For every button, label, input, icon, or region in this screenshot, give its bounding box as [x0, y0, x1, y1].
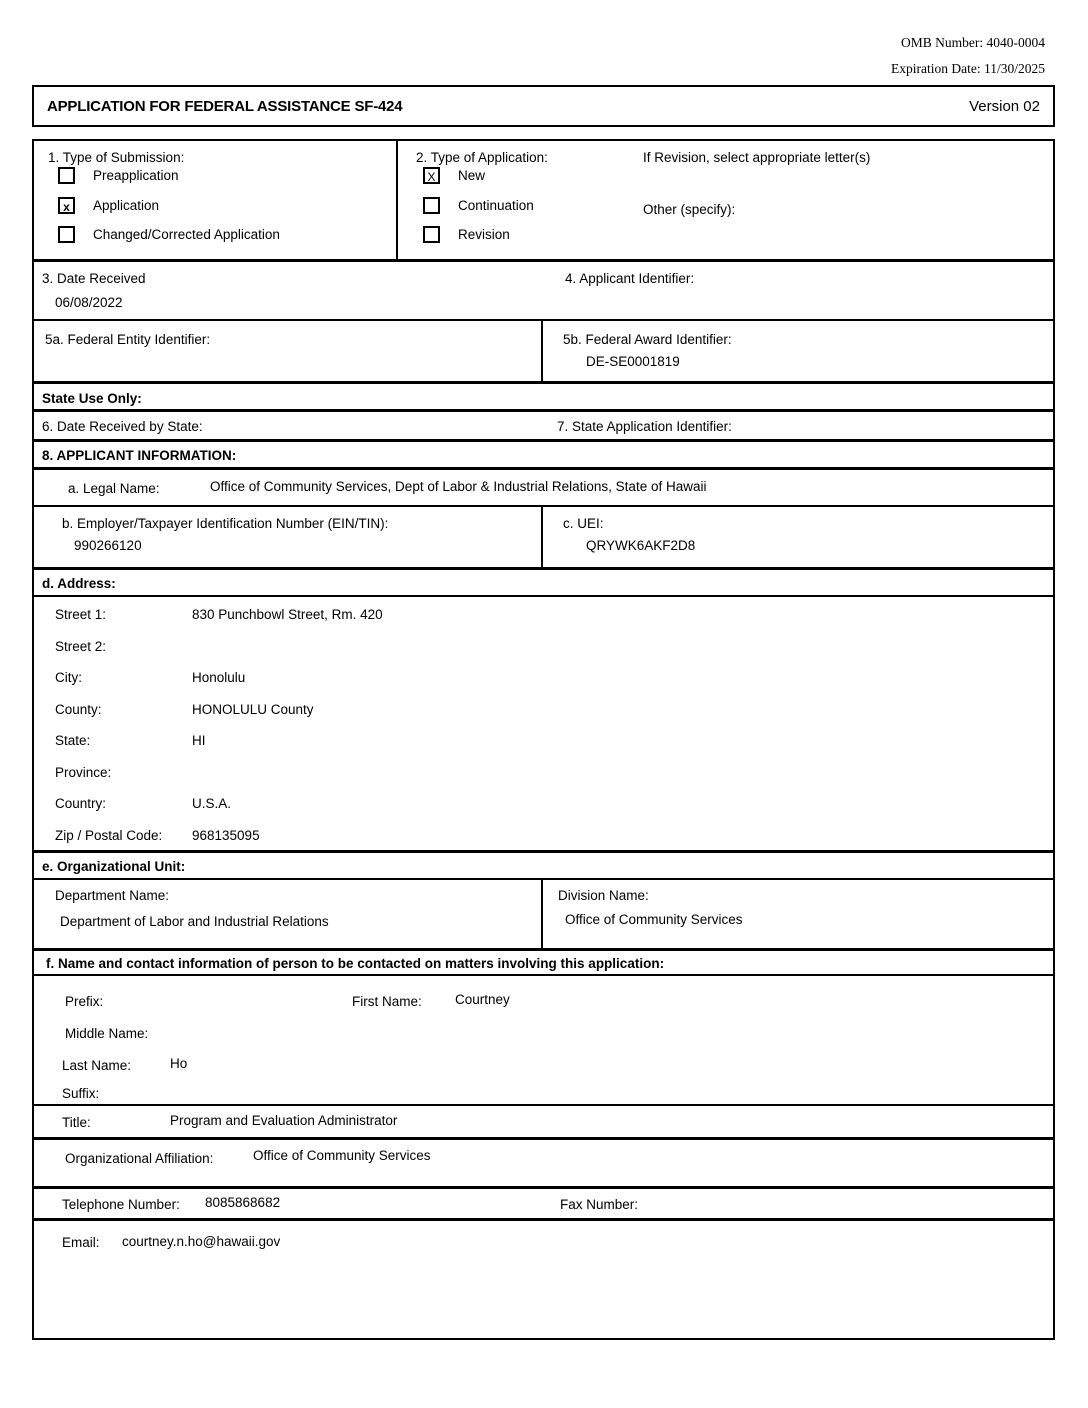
last-name-value[interactable]: Ho — [170, 1056, 188, 1071]
revision-hint-label: If Revision, select appropriate letter(s) — [643, 150, 871, 165]
row-applicant-information-header — [34, 439, 1053, 467]
row-telephone-fax — [34, 1186, 1053, 1218]
zip-label: Zip / Postal Code: — [55, 827, 163, 843]
country-label: Country: — [55, 796, 107, 812]
row-organizational-affiliation — [34, 1137, 1053, 1186]
first-name-label: First Name: — [352, 994, 422, 1009]
address-row-street2 — [34, 631, 1053, 663]
changed-corrected-label: Changed/Corrected Application — [93, 227, 280, 242]
form-title: APPLICATION FOR FEDERAL ASSISTANCE SF-424 — [47, 97, 403, 115]
form-header — [32, 85, 1055, 127]
application-label: Application — [93, 198, 160, 213]
applicant-identifier-label: 4. Applicant Identifier: — [565, 271, 695, 286]
application-option — [58, 197, 159, 214]
address-row-country — [34, 788, 1053, 820]
street1-label: Street 1: — [55, 607, 107, 623]
revision-label: Revision — [458, 227, 510, 242]
preapplication-checkbox[interactable] — [58, 167, 75, 184]
expiration-date: Expiration Date: 11/30/2025 — [891, 60, 1045, 76]
telephone-value[interactable]: 8085868682 — [205, 1195, 281, 1210]
row-legal-name — [34, 467, 1053, 505]
changed-corrected-option — [58, 226, 280, 243]
form-version: Version 02 — [969, 97, 1040, 115]
email-value[interactable]: courtney.n.ho@hawaii.gov — [122, 1234, 281, 1249]
row-submission-application — [34, 141, 1053, 259]
address-title: d. Address: — [42, 576, 116, 591]
row-federal-identifiers — [34, 319, 1053, 381]
date-received-by-state-label: 6. Date Received by State: — [42, 419, 203, 434]
row-ein-uei — [34, 505, 1053, 567]
city-label: City: — [55, 670, 82, 686]
first-name-value[interactable]: Courtney — [455, 992, 510, 1007]
state-application-identifier-label: 7. State Application Identifier: — [557, 419, 732, 434]
federal-award-identifier-value[interactable]: DE-SE0001819 — [586, 354, 680, 369]
federal-entity-identifier-cell — [34, 321, 543, 381]
new-option — [423, 167, 485, 184]
contact-name-block — [34, 974, 1053, 1104]
department-name-label: Department Name: — [55, 888, 170, 903]
other-specify-label: Other (specify): — [643, 202, 736, 217]
continuation-label: Continuation — [458, 198, 534, 213]
organizational-unit-title: e. Organizational Unit: — [42, 859, 186, 874]
country-value[interactable]: U.S.A. — [192, 796, 232, 812]
contact-title: f. Name and contact information of person to be contacted on matters involving this application: — [46, 956, 665, 971]
ein-value[interactable]: 990266120 — [74, 538, 142, 553]
ein-label: b. Employer/Taxpayer Identification Number (EIN/TIN): — [62, 516, 389, 531]
province-label: Province: — [55, 764, 112, 780]
revision-option — [423, 226, 510, 243]
applicant-information-title: 8. APPLICANT INFORMATION: — [42, 448, 237, 463]
legal-name-label: a. Legal Name: — [68, 481, 160, 496]
department-cell — [34, 880, 543, 948]
row-state-use-only — [34, 381, 1053, 409]
county-value[interactable]: HONOLULU County — [192, 701, 314, 717]
date-received-value[interactable]: 06/08/2022 — [55, 295, 123, 310]
state-value[interactable]: HI — [192, 733, 206, 749]
changed-corrected-checkbox[interactable] — [58, 226, 75, 243]
address-row-province — [34, 757, 1053, 789]
email-label: Email: — [62, 1235, 100, 1250]
continuation-checkbox[interactable] — [423, 197, 440, 214]
row-contact-header — [34, 948, 1053, 974]
date-received-label: 3. Date Received — [42, 271, 146, 286]
address-row-county — [34, 694, 1053, 726]
new-checkbox[interactable]: X — [423, 167, 440, 184]
type-of-submission-label: 1. Type of Submission: — [48, 150, 185, 165]
title-value[interactable]: Program and Evaluation Administrator — [170, 1113, 398, 1128]
omb-block — [891, 30, 1045, 81]
uei-value[interactable]: QRYWK6AKF2D8 — [586, 538, 696, 553]
address-block — [34, 595, 1053, 850]
row-organizational-unit-header — [34, 850, 1053, 878]
continuation-option — [423, 197, 534, 214]
row-email — [34, 1218, 1053, 1338]
department-name-value[interactable]: Department of Labor and Industrial Relations — [60, 914, 329, 929]
county-label: County: — [55, 701, 102, 717]
middle-name-label: Middle Name: — [65, 1026, 149, 1041]
revision-checkbox[interactable] — [423, 226, 440, 243]
row-department-division — [34, 878, 1053, 948]
omb-number: OMB Number: 4040-0004 — [901, 35, 1045, 50]
uei-label: c. UEI: — [563, 516, 604, 531]
last-name-label: Last Name: — [62, 1058, 132, 1073]
organizational-affiliation-label: Organizational Affiliation: — [65, 1151, 214, 1166]
row-title — [34, 1104, 1053, 1137]
fax-label: Fax Number: — [560, 1197, 639, 1212]
organizational-affiliation-value[interactable]: Office of Community Services — [253, 1148, 431, 1163]
federal-award-identifier-label: 5b. Federal Award Identifier: — [563, 332, 732, 347]
new-label: New — [458, 168, 486, 183]
address-row-street1 — [34, 599, 1053, 631]
row-date-received — [34, 259, 1053, 319]
federal-award-identifier-cell — [543, 321, 1053, 381]
suffix-label: Suffix: — [62, 1086, 100, 1101]
state-label: State: — [55, 733, 91, 749]
preapplication-label: Preapplication — [93, 168, 179, 183]
ein-cell — [34, 507, 543, 567]
federal-entity-identifier-label: 5a. Federal Entity Identifier: — [45, 332, 211, 347]
division-cell — [543, 880, 1053, 948]
city-value[interactable]: Honolulu — [192, 670, 246, 686]
form-body — [32, 139, 1055, 1340]
row-state-received — [34, 409, 1053, 439]
state-use-only-label: State Use Only: — [42, 391, 142, 406]
division-name-value[interactable]: Office of Community Services — [565, 912, 743, 927]
prefix-label: Prefix: — [65, 994, 104, 1009]
telephone-label: Telephone Number: — [62, 1197, 180, 1212]
uei-cell — [543, 507, 1053, 567]
application-checkbox[interactable]: x — [58, 197, 75, 214]
legal-name-value[interactable]: Office of Community Services, Dept of Labor & Industrial Relations, State of Hawaii — [210, 479, 707, 494]
division-name-label: Division Name: — [558, 888, 649, 903]
zip-value[interactable]: 968135095 — [192, 827, 260, 843]
title-label: Title: — [62, 1115, 91, 1130]
section-type-of-submission — [34, 141, 398, 259]
type-of-application-label: 2. Type of Application: — [416, 150, 548, 165]
address-row-zip — [34, 820, 1053, 852]
address-row-state — [34, 725, 1053, 757]
street1-value[interactable]: 830 Punchbowl Street, Rm. 420 — [192, 607, 383, 623]
address-row-city — [34, 662, 1053, 694]
row-address-header — [34, 567, 1053, 595]
preapplication-option — [58, 167, 179, 184]
street2-label: Street 2: — [55, 638, 107, 654]
section-type-of-application — [398, 141, 1053, 259]
